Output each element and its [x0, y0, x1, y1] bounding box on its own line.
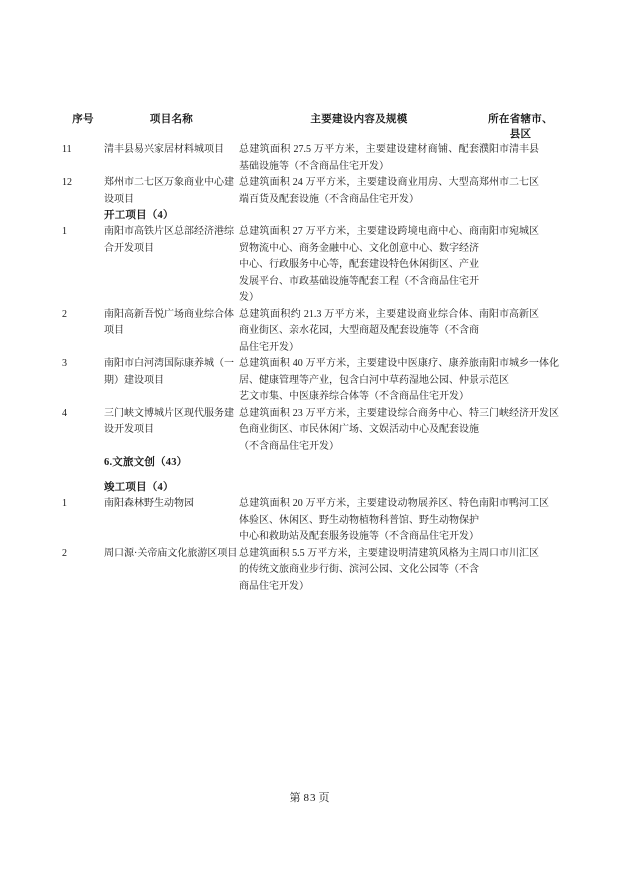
cell-description: 总建筑面积 23 万平方米，主要建设综合商务中心、特色商业街区、市民休闲广场、文娱活动中心及配套设施（不含商品住宅开发） [239, 407, 479, 452]
cell-description: 总建筑面积 40 万平方米，主要建设中医康疗、康养旅居、健康管理等产业，包含白河中草药湿地公园、仲景艺文市集、中医康养综合体等（不含商品住宅开发） [239, 358, 479, 402]
table-header-row [62, 112, 562, 142]
cell-description: 总建筑面积约 21.3 万平方米，主要建设商业综合体、商业街区、亲水花园，大型商超及配套设施等（不含商品住宅开发） [239, 308, 479, 353]
footer-suffix: 页 [318, 792, 331, 804]
cell-sequence: 11 [62, 144, 72, 155]
cell-project-name: 郑州市二七区万象商业中心建设项目 [104, 177, 234, 205]
cell-project-name: 南阳森林野生动物园 [104, 498, 194, 509]
section-heading-row [62, 471, 562, 496]
cell-sequence: 12 [62, 177, 72, 188]
cell-project-name: 清丰县易兴家居材料城项目 [104, 144, 224, 155]
cell-sequence: 3 [62, 358, 67, 369]
cell-sequence: 2 [62, 308, 67, 320]
table-body [62, 112, 562, 595]
cell-project-name: 三门峡文博城片区现代服务建设开发项目 [104, 407, 234, 435]
cell-region: 南阳市高新区 [479, 308, 539, 320]
column-header-region-line1: 所在省辖市、 [488, 114, 553, 125]
table-row [62, 307, 562, 357]
cell-description: 总建筑面积 5.5 万平方米，主要建设明清建筑风格为主的传统文旅商业步行街、滨河公园、文化公园等（不含商品住宅开发） [239, 547, 479, 592]
section-heading-label: 竣工项目（4） [104, 482, 174, 493]
cell-region: 南阳市鸭河工区 [479, 498, 549, 509]
cell-description: 总建筑面积 27 万平方米，主要建设跨境电商中心、商贸物流中心、商务金融中心、文化创意中心、数字经济中心、行政服务中心等，配套建设特色休闲街区、产业发展平台、市政基础设施等配套工程（不含商品住宅开发） [239, 226, 479, 303]
cell-project-name: 周口源·关帝庙文化旅游区项目 [104, 547, 238, 559]
section-heading-spacer [62, 471, 104, 496]
cell-region: 周口市川汇区 [479, 547, 539, 559]
footer-page-number: 83 [303, 792, 317, 804]
cell-region: 三门峡经济开发区 [479, 407, 559, 419]
cell-project-name: 南阳高新吾悦广场商业综合体项目 [104, 308, 234, 336]
footer-prefix: 第 [289, 792, 302, 804]
cell-description: 总建筑面积 20 万平方米，主要建设动物展养区、特色体验区、休闲区、野生动物植物科普馆、野生动物保护中心和救助站及配套服务设施等（不含商品住宅开发） [239, 498, 479, 542]
cell-project-name: 南阳市白河湾国际康养城（一期）建设项目 [104, 358, 234, 386]
cell-sequence: 4 [62, 407, 67, 419]
cell-description: 总建筑面积 27.5 万平方米，主要建设建材商铺、配套基础设施等（不含商品住宅开发） [239, 144, 479, 172]
cell-sequence: 1 [62, 226, 67, 237]
table-row [62, 406, 562, 456]
table-row [62, 175, 562, 208]
cell-region: 濮阳市清丰县 [479, 144, 539, 155]
section-heading-spacer [62, 208, 104, 224]
section-heading-row [62, 208, 562, 224]
cell-sequence: 1 [62, 498, 67, 509]
column-header-region-line2: 县区 [509, 129, 532, 140]
table-container [62, 112, 562, 595]
cell-region: 郑州市二七区 [479, 177, 539, 188]
cell-project-name: 南阳市高铁片区总部经济港综合开发项目 [104, 226, 234, 254]
cell-sequence: 2 [62, 547, 67, 559]
cell-region: 南阳市城乡一体化示范区 [479, 358, 559, 386]
table-row [62, 496, 562, 546]
section-heading-row [62, 455, 562, 471]
cell-region: 南阳市宛城区 [479, 226, 539, 237]
column-header-description: 主要建设内容及规模 [310, 114, 408, 125]
table-row [62, 356, 562, 406]
column-header-region [479, 112, 562, 142]
projects-table [62, 112, 562, 595]
table-row [62, 142, 562, 175]
section-heading-label: 开工项目（4） [104, 210, 174, 221]
section-heading-label: 6.文旅文创（43） [104, 457, 188, 468]
cell-description: 总建筑面积 24 万平方米，主要建设商业用房、大型高端百货及配套设施（不含商品住宅开发） [239, 177, 479, 205]
page-footer [0, 789, 620, 805]
section-heading-spacer [62, 455, 104, 471]
column-header-project-name: 项目名称 [149, 114, 194, 125]
column-header-sequence: 序号 [72, 114, 94, 125]
table-row [62, 224, 562, 307]
table-row [62, 546, 562, 596]
